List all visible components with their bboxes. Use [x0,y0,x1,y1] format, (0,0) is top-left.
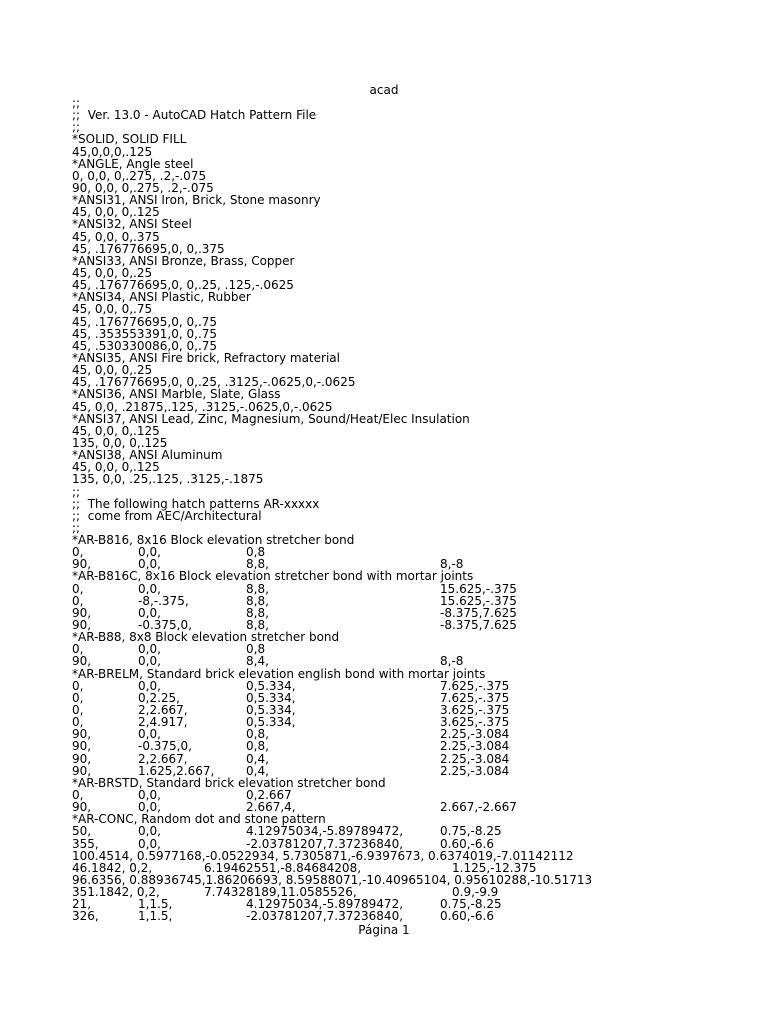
text-cell: 351.1842, 0,2, [72,885,160,900]
text-cell: ;; come from AEC/Architectural [72,508,262,523]
text-cell: 135, 0,0, .25,.125, .3125,-.1875 [72,472,264,487]
text-cell: *ANSI32, ANSI Steel [72,217,192,232]
text-cell: 45, .176776695,0, 0,.375 [72,241,225,256]
text-cell: 45, 0,0, 0,.125 [72,460,160,475]
text-cell: 0,0, [138,557,161,572]
text-cell: 0.60,-6.6 [440,836,494,851]
page-header: acad [369,83,399,97]
text-cell: -2.03781207,7.37236840, [246,836,404,851]
text-cell: 96.6356, 0.88936745,1.86206693, 8.59588071,-10.40965104, 0.95610288,-10.51713 [72,873,593,887]
text-cell: *ANSI33, ANSI Bronze, Brass, Copper [72,253,295,268]
text-cell: 8,-8 [440,557,464,572]
text-cell: 45, 0,0, .21875,.125, .3125,-.0625,0,-.0625 [72,399,333,414]
text-cell: 0,4, [246,763,269,778]
text-cell: 2,2.667, [138,703,188,718]
text-cell: 0.9,-9.9 [452,885,499,900]
text-cell: 45, 0,0, 0,.25 [72,265,153,280]
text-cell: 15.625,-.375 [440,581,517,596]
text-cell: 0.60,-6.6 [440,909,494,924]
text-cell: 0, [72,581,84,596]
text-cell: -2.03781207,7.37236840, [246,909,404,924]
text-cell: 0,0, [138,678,161,693]
text-cell: ;; The following hatch patterns AR-xxxxx [72,496,320,511]
text-cell: -0.375,0, [138,618,192,633]
text-cell: 0,5.334, [246,715,296,730]
text-cell: 8,8, [246,557,269,572]
text-cell: 2,4.917, [138,715,188,730]
text-cell: 2,2.667, [138,751,188,766]
text-cell: *ANGLE, Angle steel [72,156,194,171]
text-cell: 6.19462551,-8.84684208, [204,860,362,875]
text-cell: 90, [72,763,92,778]
text-cell: *AR-BRSTD, Standard brick elevation stretcher bond [72,775,386,790]
text-cell: 90, [72,618,92,633]
text-cell: -8.375,7.625 [440,618,517,633]
text-cell: 0,0, [138,545,161,560]
text-cell: 3.625,-.375 [440,715,510,730]
text-cell: 0.75,-8.25 [440,897,502,912]
text-cell: 0,0, [138,800,161,815]
text-cell: 45,0,0,0,.125 [72,144,153,159]
text-cell: 0,0, [138,727,161,742]
text-cell: 0, [72,690,84,705]
text-cell: 90, [72,800,92,815]
text-cell: 0, [72,545,84,560]
text-cell: 15.625,-.375 [440,593,517,608]
text-cell: 2.25,-3.084 [440,763,510,778]
text-cell: ;; Ver. 13.0 - AutoCAD Hatch Pattern File [72,108,317,123]
text-cell: *AR-B88, 8x8 Block elevation stretcher bond [72,630,340,645]
text-cell: ;; [72,120,81,135]
text-cell: 0,2.25, [138,690,180,705]
text-cell: 4.12975034,-5.89789472, [246,824,404,839]
text-cell: 0,4, [246,751,269,766]
text-cell: 7.74328189,11.0585526, [204,885,357,900]
text-cell: 1,1.5, [138,909,173,924]
text-cell: 0,5.334, [246,678,296,693]
text-cell: 0,5.334, [246,703,296,718]
text-cell: -8,-.375, [138,593,189,608]
text-cell: 45, 0,0, 0,.125 [72,205,160,220]
text-cell: 0, [72,788,84,803]
text-cell: 45, .176776695,0, 0,.25, .3125,-.0625,0,-.0625 [72,375,356,390]
text-cell: -8.375,7.625 [440,605,517,620]
text-cell: 2.667,4, [246,800,296,815]
text-cell: *AR-BRELM, Standard brick elevation english bond with mortar joints [72,666,486,681]
text-cell: 0, [72,678,84,693]
text-cell: *ANSI38, ANSI Aluminum [72,448,223,463]
text-cell: 4.12975034,-5.89789472, [246,897,404,912]
text-cell: 326, [72,909,99,924]
text-cell: 45, .530330086,0, 0,.75 [72,338,218,353]
text-cell: ;; [72,484,81,499]
text-cell: 8,8, [246,618,269,633]
text-cell: 90, [72,727,92,742]
text-cell: *ANSI36, ANSI Marble, Slate, Glass [72,387,281,402]
text-cell: 0,0, [138,605,161,620]
text-cell: 100.4514, 0.5977168,-0.0522934, 5.7305871,-6.9397673, 0.6374019,-7.01142112 [72,848,574,863]
text-cell: 90, [72,605,92,620]
text-cell: 45, .176776695,0, 0,.75 [72,314,218,329]
text-cell: 90, [72,751,92,766]
text-cell: 90, [72,654,92,669]
text-cell: 2.667,-2.667 [440,800,517,815]
text-cell: *AR-B816, 8x16 Block elevation stretcher bond [72,533,355,548]
text-cell: 2.25,-3.084 [440,751,510,766]
text-cell: 0, [72,642,84,657]
text-cell: 90, 0,0, 0,.275, .2,-.075 [72,180,214,195]
text-cell: 3.625,-.375 [440,703,510,718]
text-cell: 355, [72,836,99,851]
page-footer: Página 1 [358,923,410,937]
text-cell: 0,5.334, [246,690,296,705]
text-cell: 7.625,-.375 [440,678,510,693]
text-cell: 8,8, [246,593,269,608]
text-cell: 0,2.667 [246,788,292,803]
text-cell: 45, .353553391,0, 0,.75 [72,326,218,341]
text-cell: 50, [72,824,92,839]
text-cell: 45, 0,0, 0,.375 [72,229,160,244]
text-cell: *ANSI35, ANSI Fire brick, Refractory material [72,350,340,365]
text-cell: 0, [72,703,84,718]
text-cell: 8,4, [246,654,269,669]
text-cell: 0, [72,715,84,730]
text-cell: 0,8, [246,739,269,754]
text-cell: 7.625,-.375 [440,690,510,705]
text-cell: 0.75,-8.25 [440,824,502,839]
text-cell: 45, 0,0, 0,.25 [72,363,153,378]
text-cell: 0,0, [138,581,161,596]
text-cell: ;; [72,520,81,535]
text-cell: 46.1842, 0,2, [72,860,153,875]
text-cell: 0,0, [138,642,161,657]
text-cell: 8,8, [246,581,269,596]
text-cell: 0,0, [138,788,161,803]
text-cell: *SOLID, SOLID FILL [72,132,187,147]
text-cell: 0,0, [138,836,161,851]
text-cell: 0, 0,0, 0,.275, .2,-.075 [72,168,207,183]
text-cell: 90, [72,557,92,572]
text-cell: 0,0, [138,654,161,669]
text-cell: 135, 0,0, 0,.125 [72,435,168,450]
text-cell: 8,8, [246,605,269,620]
text-cell: 1,1.5, [138,897,173,912]
text-cell: 90, [72,739,92,754]
text-cell: *ANSI31, ANSI Iron, Brick, Stone masonry [72,193,321,208]
text-cell: 2.25,-3.084 [440,727,510,742]
text-cell: 2.25,-3.084 [440,739,510,754]
text-cell: 45, .176776695,0, 0,.25, .125,-.0625 [72,278,294,293]
text-cell: 0,0, [138,824,161,839]
text-cell: 8,-8 [440,654,464,669]
text-cell: *AR-CONC, Random dot and stone pattern [72,812,326,827]
text-cell: 45, 0,0, 0,.75 [72,302,153,317]
text-cell: -0.375,0, [138,739,192,754]
text-cell: ;; [72,96,81,110]
text-cell: 1.125,-12.375 [452,860,537,875]
text-cell: 0,8, [246,727,269,742]
text-cell: *ANSI34, ANSI Plastic, Rubber [72,290,251,305]
text-cell: 0,8 [246,642,266,657]
text-cell: *AR-B816C, 8x16 Block elevation stretcher bond with mortar joints [72,569,474,584]
text-cell: 45, 0,0, 0,.125 [72,423,160,438]
text-cell: *ANSI37, ANSI Lead, Zinc, Magnesium, Sound/Heat/Elec Insulation [72,411,470,426]
text-cell: 0, [72,593,84,608]
text-cell: 0,8 [246,545,266,560]
text-cell: 1.625,2.667, [138,763,215,778]
text-cell: 21, [72,897,92,912]
